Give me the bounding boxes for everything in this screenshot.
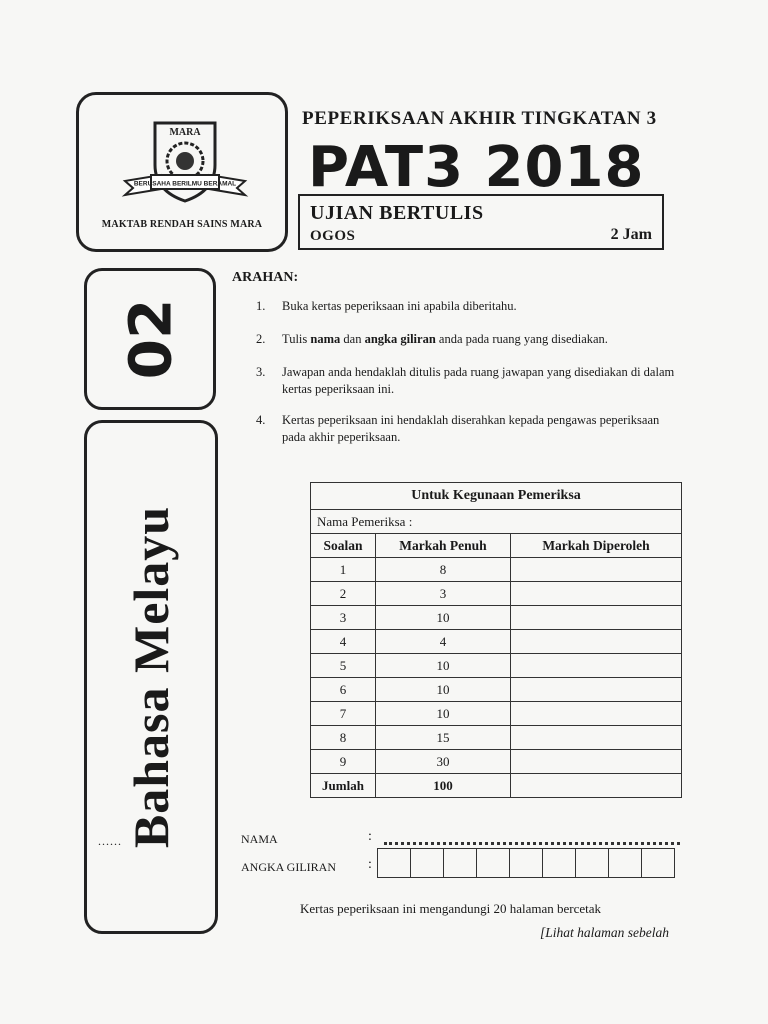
- instruction-item: 3. Jawapan anda hendaklah ditulis pada ruang jawapan yang disediakan di dalam kertas peperiksaan ini.: [256, 365, 675, 396]
- instruction-item: 2. Tulis nama dan angka giliran anda pada ruang yang disediakan.: [256, 332, 608, 346]
- exam-month: OGOS: [310, 228, 356, 244]
- logo-top-text: MARA: [169, 127, 201, 138]
- left-margin-dots: ......: [98, 834, 122, 848]
- index-digit-box[interactable]: [476, 848, 510, 878]
- index-digit-box[interactable]: [410, 848, 444, 878]
- name-label: NAMA: [241, 832, 278, 846]
- table-row: 2 3: [311, 582, 682, 606]
- marks-obtained-cell[interactable]: [511, 654, 682, 678]
- examiner-name-label: Nama Pemeriksa :: [311, 510, 682, 534]
- marks-obtained-cell[interactable]: [511, 750, 682, 774]
- index-digit-box[interactable]: [509, 848, 543, 878]
- total-label: Jumlah: [311, 774, 376, 798]
- marks-obtained-cell[interactable]: [511, 630, 682, 654]
- marks-obtained-cell[interactable]: [511, 582, 682, 606]
- table-row: 4 4: [311, 630, 682, 654]
- column-header: Soalan: [311, 534, 376, 558]
- marks-obtained-cell[interactable]: [511, 678, 682, 702]
- paper-info-box: [298, 194, 664, 250]
- total-row: [311, 774, 682, 798]
- index-digit-box[interactable]: [443, 848, 477, 878]
- page-count-note: Kertas peperiksaan ini mengandungi 20 halaman bercetak: [300, 901, 602, 916]
- index-digit-box[interactable]: [608, 848, 642, 878]
- instructions-heading: ARAHAN:: [232, 270, 299, 285]
- name-colon: :: [368, 829, 372, 844]
- paper-number: 02: [116, 298, 184, 380]
- paper-number-box: [84, 268, 216, 410]
- index-digit-box[interactable]: [575, 848, 609, 878]
- school-logo-box: [76, 92, 288, 252]
- examiner-marks-table: [310, 482, 682, 798]
- table-row: 6 10: [311, 678, 682, 702]
- table-row: 8 15: [311, 726, 682, 750]
- total-obtained-cell[interactable]: [511, 774, 682, 798]
- subject-box: [84, 420, 218, 934]
- mara-emblem-icon: [121, 117, 249, 207]
- total-value: 100: [376, 774, 511, 798]
- instructions-list: [256, 298, 676, 446]
- subject-title: Bahasa Melayu: [123, 505, 180, 849]
- logo-ribbon-text: BERUSAHA BERILMU BERAMAL: [133, 180, 237, 188]
- index-digit-box[interactable]: [641, 848, 675, 878]
- marks-obtained-cell[interactable]: [511, 726, 682, 750]
- index-digit-box[interactable]: [542, 848, 576, 878]
- table-row: 3 10: [311, 606, 682, 630]
- index-number-colon: :: [368, 857, 372, 872]
- index-number-label: ANGKA GILIRAN: [241, 860, 336, 874]
- index-number-field[interactable]: [378, 848, 675, 878]
- index-digit-box[interactable]: [377, 848, 411, 878]
- table-row: 5 10: [311, 654, 682, 678]
- school-name: MAKTAB RENDAH SAINS MARA: [101, 219, 263, 230]
- next-page-note: [Lihat halaman sebelah: [540, 925, 670, 940]
- table-row: 9 30: [311, 750, 682, 774]
- table-row: 1 8: [311, 558, 682, 582]
- exam-name: PEPERIKSAAN AKHIR TINGKATAN 3: [302, 108, 657, 129]
- instruction-item: 1. Buka kertas peperiksaan ini apabila diberitahu.: [256, 299, 517, 313]
- exam-code: PAT3 2018: [308, 135, 645, 200]
- column-header: Markah Penuh: [376, 534, 511, 558]
- name-field[interactable]: [384, 842, 680, 845]
- paper-type: UJIAN BERTULIS: [310, 202, 484, 224]
- table-row: 7 10: [311, 702, 682, 726]
- marks-obtained-cell[interactable]: [511, 606, 682, 630]
- marks-obtained-cell[interactable]: [511, 558, 682, 582]
- exam-duration: 2 Jam: [610, 226, 652, 243]
- instruction-item: 4. Kertas peperiksaan ini hendaklah diserahkan kepada pengawas peperiksaan pada akhir peperiksaan.: [256, 413, 660, 444]
- table-caption: Untuk Kegunaan Pemeriksa: [311, 483, 682, 510]
- column-header: Markah Diperoleh: [511, 534, 682, 558]
- marks-obtained-cell[interactable]: [511, 702, 682, 726]
